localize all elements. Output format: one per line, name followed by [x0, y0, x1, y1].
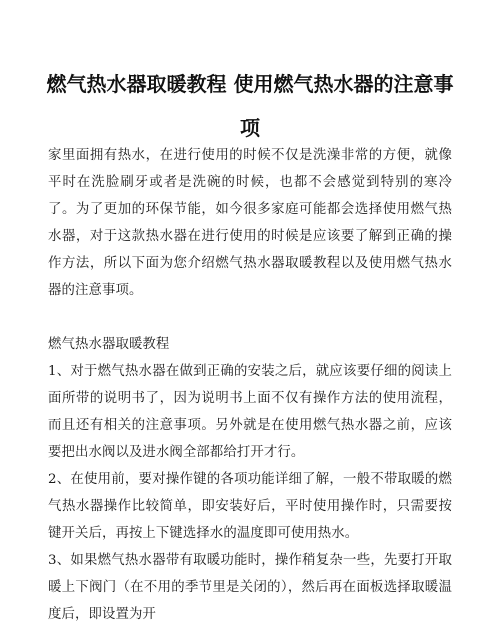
- step-paragraph-1: 1、对于燃气热水器在做到正确的安装之后，就应该要仔细的阅读上面所带的说明书了，因为说明书上面不仅有操作方法的使用流程，而且还有相关的注意事项。另外就是在使用燃气热水器之前，应该要把出水阀以及进水阀全部都给打开才行。: [48, 364, 452, 460]
- intro-paragraph: 家里面拥有热水，在进行使用的时候不仅是洗澡非常的方便，就像平时在洗脸刷牙或者是洗碗的时候，也都不会感觉到特别的寒冷了。为了更加的环保节能，如今很多家庭可能都会选择使用燃气热水器，对于这款热水器在进行使用的时候是应该要了解到正确的操作方法，所以下面为您介绍燃气热水器取暖教程以及使用燃气热水器的注意事项。: [48, 148, 452, 298]
- section-heading: 燃气热水器取暖教程: [48, 337, 170, 352]
- step-paragraph-2: 2、在使用前，要对操作键的各项功能详细了解，一般不带取暖的燃气热水器操作比较简单，即安装好后，平时使用操作时，只需要按键开关后，再按上下键选择水的温度即可使用热水。: [48, 472, 452, 541]
- document-body: [48, 142, 452, 628]
- step-paragraph-3: 3、如果燃气热水器带有取暖功能时，操作稍复杂一些，先要打开取暖上下阀门（在不用的季节里是关闭的），然后再在面板选择取暖温度后，即设置为开: [48, 553, 452, 622]
- paragraph-spacer: [48, 304, 452, 331]
- document-title: 燃气热水器取暖教程 使用燃气热水器的注意事项: [46, 72, 454, 140]
